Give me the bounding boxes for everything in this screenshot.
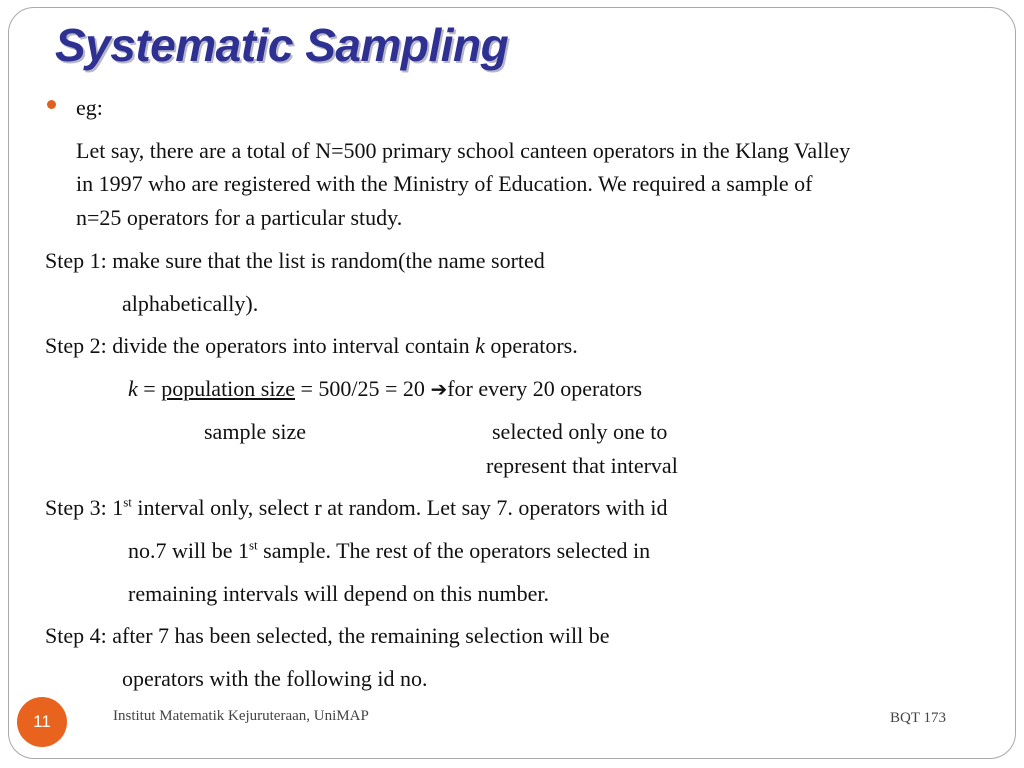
step3-line-3: remaining intervals will depend on this number. <box>128 581 549 606</box>
footer-institute: Institut Matematik Kejuruteraan, UniMAP <box>113 708 369 724</box>
step3-l1-suffix: interval only, select r at random. Let say 7. operators with id <box>131 495 668 520</box>
step3-line-2 <box>128 534 650 568</box>
formula-rest: = 500/25 = 20 <box>295 376 431 401</box>
intro-line-2: in 1997 who are registered with the Ministry of Education. We required a sample of <box>76 171 813 196</box>
intro-line-3: n=25 operators for a particular study. <box>76 205 403 230</box>
formula-line <box>128 372 642 406</box>
arrow-right-icon: ➔ <box>430 377 448 401</box>
step3-l2-suffix: sample. The rest of the operators selected in <box>257 538 651 563</box>
step3-l1-prefix: Step 3: 1 <box>45 495 124 520</box>
step3-l1-sup: st <box>123 494 132 510</box>
step2-suffix: operators. <box>484 333 578 358</box>
page-number-badge: 11 <box>17 697 67 747</box>
footer-course: BQT 173 <box>890 710 946 726</box>
step1-line-2: alphabetically). <box>122 291 259 316</box>
formula-note-3: represent that interval <box>486 453 678 478</box>
step4-line-1: Step 4: after 7 has been selected, the remaining selection will be <box>45 623 610 648</box>
step2-k: k <box>475 333 485 358</box>
formula-note-1: for every 20 operators <box>447 376 643 401</box>
formula-denominator: sample size <box>204 419 307 444</box>
step3-line-1 <box>45 491 668 525</box>
formula-note-2: selected only one to <box>492 419 668 444</box>
step2-prefix: Step 2: divide the operators into interval contain <box>45 333 476 358</box>
formula-numerator: population size <box>161 376 295 401</box>
bullet-dot-icon <box>47 100 56 109</box>
step3-l2-sup: st <box>249 537 258 553</box>
slide-title: Systematic Sampling <box>55 19 509 71</box>
step1-line-1: Step 1: make sure that the list is random(the name sorted <box>45 248 545 273</box>
step4-line-2: operators with the following id no. <box>122 666 428 691</box>
formula-k: k <box>128 376 138 401</box>
formula-eq: = <box>137 376 162 401</box>
intro-line-1: Let say, there are a total of N=500 primary school canteen operators in the Klang Valley <box>76 138 851 163</box>
step2-line <box>45 329 578 363</box>
bullet-text: eg: <box>76 95 103 120</box>
step3-l2-prefix: no.7 will be 1 <box>128 538 249 563</box>
